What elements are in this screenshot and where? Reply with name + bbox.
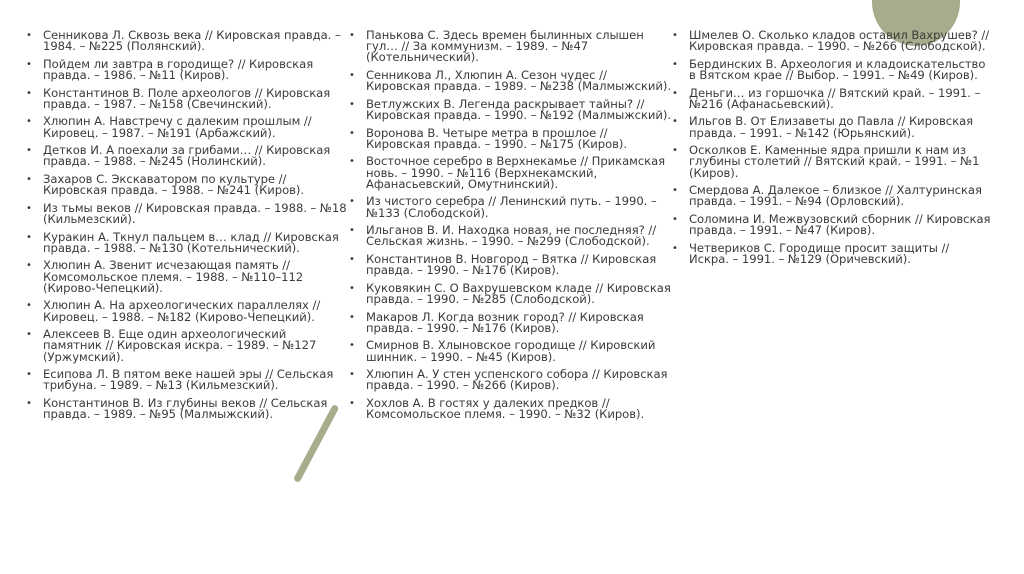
entry-text: Ильганов В. И. Находка новая, не последняя? // Сельская жизнь. – 1990. – №299 (Слободской).	[366, 223, 657, 249]
bibliography-entry	[26, 145, 348, 167]
bibliography-entry	[26, 30, 348, 52]
bibliography-entry	[26, 56, 348, 82]
bibliography-entry	[26, 260, 348, 294]
entry-text: Есипова Л. В пятом веке нашей эры // Сельская трибуна. – 1989. – №13 (Кильмезский).	[43, 367, 334, 393]
entry-text: Константинов В. Из глубины веков // Сельская правда. – 1989. – №95 (Малмыжский).	[43, 395, 328, 422]
bibliography-entry	[349, 340, 671, 362]
bullet-icon: •	[349, 253, 355, 265]
bibliography-entry	[672, 85, 992, 111]
bibliography-entry	[26, 369, 348, 391]
bibliography-entry	[349, 280, 671, 306]
bullet-icon: •	[672, 242, 678, 254]
bullet-icon: •	[26, 369, 32, 381]
entry-text: Сенникова Л., Хлюпин А. Сезон чудес // Кировская правда. – 1989. – №238 (Малмыжский).	[366, 68, 672, 94]
bullet-icon: •	[349, 156, 355, 168]
entry-text: Деньги… из горшочка // Вятский край. – 1991. – №216 (Афанасьевский).	[689, 85, 981, 111]
entry-text: Ильгов В. От Елизаветы до Павла // Кировская правда. – 1991. – №142 (Юрьянский).	[689, 114, 974, 140]
entry-text: Константинов В. Поле археологов // Кировская правда. – 1987. – №158 (Свечинский).	[43, 85, 331, 111]
bibliography-entry	[349, 125, 671, 151]
bibliography-entry	[26, 229, 348, 255]
entry-text: Куракин А. Ткнул пальцем в… клад // Кировская правда. – 1988. – №130 (Котельнический).	[43, 229, 339, 255]
bibliography-entry	[672, 211, 992, 238]
entry-text: Хлюпин А. Навстречу с далеким прошлым // Кировец. – 1987. – №191 (Арбажский).	[43, 114, 312, 140]
bullet-icon: •	[349, 225, 355, 237]
bullet-icon: •	[672, 145, 678, 157]
bibliography-entry	[672, 56, 992, 82]
bullet-icon: •	[349, 311, 355, 323]
bullet-icon: •	[349, 397, 355, 409]
bullet-icon: •	[26, 173, 32, 185]
entry-text: Шмелев О. Сколько кладов оставил Вахрушев? // Кировская правда. – 1990. – №266 (Слободской).	[689, 28, 990, 54]
bullet-icon: •	[349, 282, 355, 294]
bibliography-entry	[26, 200, 348, 226]
entry-text: Из чистого серебра // Ленинский путь. – 1990. – №133 (Слободской).	[366, 194, 657, 220]
bullet-icon: •	[26, 260, 32, 272]
entry-text: Макаров Л. Когда возник город? // Кировская правда. – 1990. – №176 (Киров).	[366, 309, 644, 335]
entry-text: Константинов В. Новгород – Вятка // Кировская правда. – 1990. – №176 (Киров).	[366, 251, 657, 278]
bullet-icon: •	[349, 340, 355, 352]
bibliography-entry	[26, 85, 348, 111]
bullet-icon: •	[349, 127, 355, 139]
entry-text: Хлюпин А. Звенит исчезающая память // Комсомольское племя. – 1988. – №110–112 (Кирово-Чепецкий).	[43, 258, 304, 295]
bullet-icon: •	[672, 116, 678, 128]
entry-text: Воронова В. Четыре метра в прошлое // Кировская правда. – 1990. – №175 (Киров).	[366, 125, 628, 151]
bibliography-column-2	[349, 30, 671, 427]
bibliography-entry	[672, 145, 992, 179]
entry-text: Хлюпин А. На археологических параллелях // Кировец. – 1988. – №182 (Кирово-Чепецкий).	[43, 298, 321, 324]
bibliography-entry	[26, 116, 348, 138]
bullet-icon: •	[672, 58, 678, 70]
bibliography-entry	[349, 70, 671, 92]
bibliography-entry	[672, 116, 992, 138]
entry-text: Пойдем ли завтра в городище? // Кировская правда. – 1986. – №11 (Киров).	[43, 56, 314, 82]
bullet-icon: •	[26, 30, 32, 41]
bibliography-entry	[349, 225, 671, 247]
entry-text: Хохлов А. В гостях у далеких предков // Комсомольское племя. – 1990. – №32 (Киров).	[366, 395, 645, 422]
bibliography-entry	[672, 240, 992, 266]
entry-text: Смирнов В. Хлыновское городище // Кировский шинник. – 1990. – №45 (Киров).	[366, 338, 656, 364]
bullet-icon: •	[26, 87, 32, 99]
bullet-icon: •	[349, 369, 355, 381]
entry-text: Детков И. А поехали за грибами… // Кировская правда. – 1988. – №245 (Нолинский).	[43, 143, 331, 169]
bullet-icon: •	[26, 231, 32, 243]
bibliography-entry	[672, 185, 992, 207]
entry-text: Осколков Е. Каменные ядра пришли к нам из глубины столетий // Вятский край. – 1991. – №1 (Киров).	[689, 143, 980, 180]
bibliography-entry	[349, 395, 671, 422]
bibliography-entry	[349, 156, 671, 190]
bibliography-entry	[349, 251, 671, 278]
bullet-icon: •	[26, 116, 32, 128]
bullet-icon: •	[349, 30, 355, 41]
entry-text: Ветлужских В. Легенда раскрывает тайны? // Кировская правда. – 1990. – №192 (Малмыжский).	[366, 96, 672, 122]
entry-text: Бердинских В. Археология и кладоискательство в Вятском крае // Выбор. – 1991. – №49 (Киров).	[689, 56, 986, 82]
bibliography-entry	[26, 300, 348, 322]
bullet-icon: •	[672, 87, 678, 99]
entry-text: Алексеев В. Еще один археологический памятник // Кировская искра. – 1989. – №127 (Уржумский).	[43, 327, 317, 364]
bullet-icon: •	[26, 202, 32, 214]
bullet-icon: •	[26, 58, 32, 70]
bibliography-column-1	[26, 30, 348, 427]
entry-text: Четвериков С. Городище просит защиты // Искра. – 1991. – №129 (Оричевский).	[689, 240, 950, 266]
bullet-icon: •	[672, 30, 678, 41]
entry-text: Панькова С. Здесь времен былинных слышен гул… // За коммунизм. – 1989. – №47 (Котельнический).	[366, 28, 644, 65]
bibliography-entry	[26, 329, 348, 363]
entry-text: Сенникова Л. Сквозь века // Кировская правда. – 1984. – №225 (Полянский).	[43, 28, 341, 54]
bibliography-entry	[26, 171, 348, 198]
entry-text: Соломина И. Межвузовский сборник // Кировская правда. – 1991. – №47 (Киров).	[689, 211, 991, 238]
bullet-icon: •	[26, 397, 32, 409]
bibliography-entry	[26, 395, 348, 422]
entry-text: Из тьмы веков // Кировская правда. – 1988. – №18 (Кильмезский).	[43, 200, 347, 226]
bullet-icon: •	[672, 213, 678, 225]
entry-text: Смердова А. Далекое – близкое // Халтуринская правда. – 1991. – №94 (Орловский).	[689, 183, 982, 209]
bullet-icon: •	[26, 145, 32, 157]
bibliography-column-3	[672, 30, 992, 272]
bullet-icon: •	[349, 196, 355, 208]
entry-text: Восточное серебро в Верхнекамье // Прикамская новь. – 1990. – №116 (Верхнекамский, Афанасьевский, Омутнинский).	[366, 154, 666, 191]
entry-text: Захаров С. Экскаватором по культуре // Кировская правда. – 1988. – №241 (Киров).	[43, 171, 305, 198]
bullet-icon: •	[26, 300, 32, 312]
bibliography-entry	[349, 309, 671, 335]
bibliography-entry	[349, 196, 671, 218]
bullet-icon: •	[349, 98, 355, 110]
bullet-icon: •	[26, 329, 32, 341]
bullet-icon: •	[349, 70, 355, 81]
entry-text: Куковякин С. О Вахрушевском кладе // Кировская правда. – 1990. – №285 (Слободской).	[366, 280, 671, 306]
bibliography-entry	[349, 369, 671, 391]
bullet-icon: •	[672, 185, 678, 197]
entry-text: Хлюпин А. У стен успенского собора // Кировская правда. – 1990. – №266 (Киров).	[366, 367, 668, 393]
bibliography-entry	[349, 96, 672, 122]
bibliography-entry	[672, 30, 992, 52]
bibliography-entry	[349, 30, 671, 64]
